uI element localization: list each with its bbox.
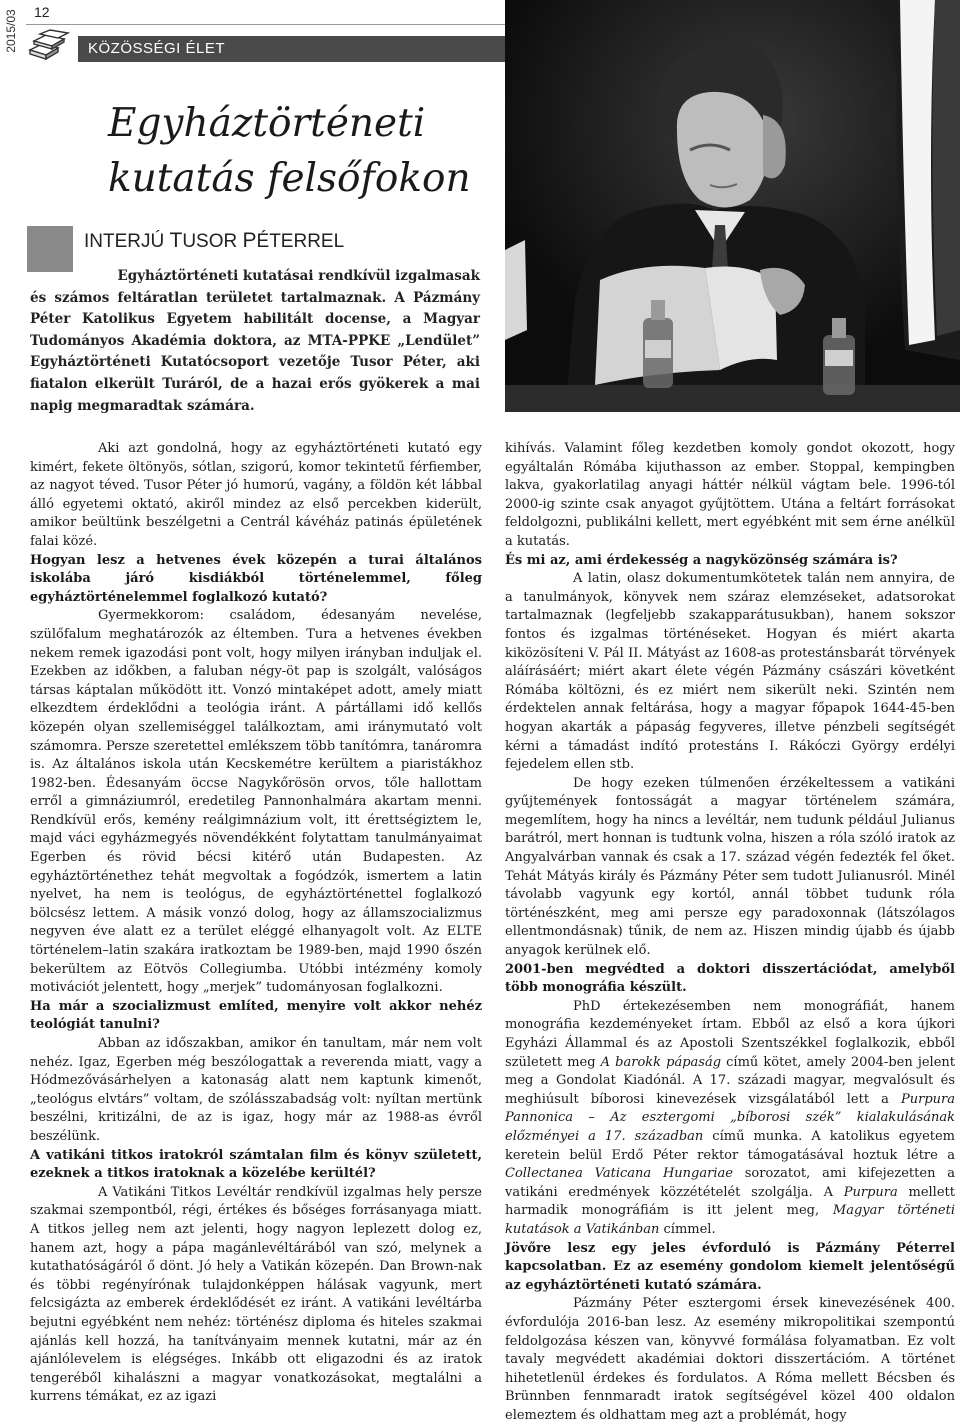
article-lead [30, 266, 480, 417]
issue-text: 2015/03 [4, 9, 18, 53]
title-line-1: Egyháztörténeti [108, 101, 426, 146]
answer-5-text-4: sorozatot, ami kifejezetten a vatikáni eredmények közzétételét szolgálja. A [505, 1166, 955, 1200]
interview-photo [505, 0, 960, 412]
lead-first-line: Egyháztörténeti kutatásai rendkívül izgalmasak [117, 268, 480, 284]
answer-5-text-6: címmel. [659, 1221, 716, 1237]
answer-5-text-3: című munka. A katolikus egyetem keretein belül Erdő Péter rektor támogatásával hoztuk létre a [505, 1128, 956, 1163]
page-number: 12 [34, 4, 50, 20]
question-3: A vatikáni titkos iratokról számtalan film és könyv született, ezeknek a titkos iratoknak a közelébe kerültél? [30, 1147, 482, 1182]
subhead-name-1: USOR [182, 231, 243, 252]
answer-5-text-1: PhD értekezésemben nem monográfiát, hanem monográfia kezdeményeket írtam. Ebből az első a kora újkori Egyházi Állammal és az Apostoli Szentszékkel foglalkozik, ebből született meg [505, 998, 955, 1070]
question-1: Hogyan lesz a hetvenes évek közepén a turai általános iskolába járó kisdiákból történelemmel, főleg egyháztörténelemmel foglalkozó kutató? [30, 552, 482, 605]
question-2: Ha már a szocializmust említed, menyire volt akkor nehéz teológiát tanulni? [30, 998, 482, 1033]
answer-3: A Vatikáni Titkos Levéltár rendkívül izgalmas hely persze szakmai szempontból, régi, értékes és bőséges forrásanyaga miatt. A titkos jelleg nem azt jelenti, hogy nagyon leplezett dolog ez, hanem azt, hogy a pápa magánlevéltárából van szó, melynek a kutathatóságáról ő dönt. Jó hely a Vatikán közepén. Dan Brown-nak és többi regényírónak tulajdonképpen hálásak vagyunk, mert felcsigázta az emberek érdeklődését ez iránt. A vatikáni levéltárba bejutni egyébként nem nehéz: történész diploma és hiteles szakmai ajánlás kell hozzá, ha tanítványaim mennek kutatni, már az én ajánlólevelem is elégséges. Inkább ott eligazodni és az iratok tengeréből kihalászni a magyar vonatkozásokat, megtalálni a kurrens témákat, ez az igazi [30, 1184, 482, 1405]
subhead-initial-p: P [242, 229, 257, 252]
book-title-3: Collectanea Vaticana Hungariae [505, 1166, 733, 1182]
question-5: 2001-ben megvédted a doktori disszertációdat, amelyből több monográfia készült. [505, 961, 955, 996]
answer-5 [505, 998, 955, 1240]
book-title-2: Purpura Pannonica – Az esztergomi „bíborosi szék” kialakulásának előzményei a 17. században [505, 1091, 955, 1144]
section-title: KÖZÖSSÉGI ÉLET [88, 40, 226, 57]
answer-4b: De hogy ezeken túlmenően érzékeltessem a vatikáni gyűjtemények fontosságát a magyar történelem számára, megemlítem, hogy ha nincs a levéltár, nem tudunk például Julianus barátról, mert honnan is tudtunk volna, hiszen a róla szóló iratok az Angyalvárban vannak és csak a 17. század végén fedezték fel őket. Tehát Mátyás király és Pázmány Péter sem tudott Julianusról. Minél távolabb vagyunk egy kortól, annál többet tudunk róla történészként, meg ami persze egy paradoxonnak (látszólagos ellentmondásnak) tűnik, de nem az. Hiszen mindig újabb és újabb anyagok kerülnek elő. [505, 775, 955, 959]
subhead-initial-t: T [169, 229, 183, 252]
books-logo-icon [28, 28, 72, 62]
book-title-1: A barokk pápaság [600, 1054, 722, 1070]
answer-6: Pázmány Péter esztergomi érsek kinevezésének 400. évfordulója 2016-ban lesz. Az esemény mikropolitikai szempontú feldolgozása készen van, könyvvé formálása folyamatban. Ez volt tavaly megvédett akadémiai doktori disszertációm. A történet hihetetlenül érdekes és fordulatos. A Róma mellett Bécsben és Brünnben fennmaradt iratok segítségével közel 400 oldalon elemeztem és oldhattam meg azt a problémát, hogy [505, 1296, 955, 1423]
question-4: És mi az, ami érdekesség a nagyközönség számára is? [505, 552, 898, 568]
answer-5-text-2: című kötet, amely 2004-ben jelent meg a Gondolat Kiadónál. A 17. századi magyar, megvalósult és meghiúsult bíborosi kinevezések vizsgálatából lett a [505, 1054, 955, 1107]
answer-2: Abban az időszakban, amikor én tanultam, már nem volt nehéz. Igaz, Egerben még beszólogattak a reverenda miatt, vagy a Hódmezővásárhelyen a katonaság alatt nem kaptunk kimenőt, „teológus elvtárs” voltam, de szólásszabadság volt: nyíltan mertünk beszélni, kritizálni, de az is igaz, hogy már az 1988-as évről beszélünk. [30, 1036, 482, 1144]
right-column [505, 440, 955, 1425]
subhead-prefix: INTERJÚ [84, 231, 170, 252]
lead-rest: és számos feltáratlan területet tartalmaznak. A Pázmány Péter Katolikus Egyetem habilitált docense, a Magyar Tudományos Akadémia doktora, az MTA-PPKE „Lendület” Egyháztörténeti Kutatócsoport vezetője Tusor Péter, aki fiatalon elkerült Turáról, de a hazai erős gyökerek a mai napig megmaradtak számára. [30, 289, 480, 414]
article-title [108, 96, 508, 206]
answer-4a: A latin, olasz dokumentumkötetek talán nem annyira, de a tanulmányok, könyvek nem száraz elemzéseket, adatsorokat tartalmaznak (legfeljebb szakapparátusukban), hanem sokszor fontos és izgalmas történéseket. Hogyan és miért akarta kiközösíteni V. Pál II. Mátyást az 1608-as protestánsbarát törvények aláírásáért; miért akart élete végén Pázmány császári követként Rómába költözni, és ez miért nem sikerült neki. Szintén nem érdektelen annak feltárása, hogy a magyar főpapok 1644-45-ben hogyan akarták a pápaság fegyveres, illetve pénzbeli segítségét kérni a támadást indító protestáns I. Rákóczi György erdélyi fejedelem ellen stb. [505, 571, 955, 773]
answer-3-continued: kihívás. Valamint főleg kezdetben komoly gondot okozott, hogy egyáltalán Rómába kijuthasson az ember. Stoppal, kempingben lakva, gyakorlatilag anyagi háttér nélkül vágtam bele. 1996-tól 2000-ig szinte csak anyagot gyűjtöttem. Utána a feltárt forrásokat feldolgozni, publikálni kellett, mert egyébként mit sem érne anélkül a kutatás. [505, 441, 955, 549]
answer-5-text-5: mellett harmadik monográfiám is itt jelent meg, [505, 1184, 955, 1219]
paragraph-intro: Aki azt gondolná, hogy az egyháztörténeti kutató egy kimért, fekete öltönyös, sótlan, szigorú, komor tekintetű férfiember, az nagyot téved. Tusor Péter jó humorú, vagány, a földön két lábbal álló egyetemi oktató, akiről mindez az első percekben kiderült, amikor beültünk beszélgetni a Centrál kávéház patinás épületének falai közé. [30, 441, 482, 549]
book-title-5: Magyar történeti kutatások a Vatikánban [505, 1203, 955, 1237]
title-line-2: kutatás felsőfokon [108, 156, 471, 201]
book-title-4: Purpura [843, 1184, 898, 1200]
answer-1: Gyermekkorom: családom, édesanyám nevelése, szülőfalum meghatározók az éltemben. Tura a hetvenes években nekem remek igazodási pont volt, hogy milyen irányban induljak el. Ezekben az időkben, a faluban négy-öt pap is szolgált, valóságos társas káptalan működött itt. Vonzó mintaképet adott, amely miatt elkezdtem érdeklődni a teológia iránt. A pártállami idő kellős közepén olyan szellemiséggel találkoztam, ami iránymutató volt számomra. Persze szeretettel emlékszem több tanítómra, tanáromra is. Az általános iskola után Kecskemétre kerültem a piaristákhoz 1982-ben. Édesanyám öccse Nagykőrösön orvos, tőle hallottam erről a gimnáziumról, eredetileg Pannonhalmára akartam menni. Rendkívül erős, kemény reálgimnázium volt, itt érettségiztem le, majd váci egyházmegyés növendékként folytattam tanulmányaimat Egerben és rövid bécsi kitérő után Budapesten. Az egyháztörténethez tehát megvoltak a fogódzók, ismertem a latin nyelvet, ha nem is teológus, de egyháztörténettel foglalkozó bölcsész lettem. A másik vonzó dolog, hogy az államszocializmus negyven éve alatt ez a terület eléggé elhanyagolt volt. Az ELTE történelem–latin szakára iratkoztam be 1989-ben, majd 1990 őszén bekerültem az Eötvös Collegiumba. Utóbbi intézmény komoly motivációt jelentett, hogy „merjek” tudományosan foglalkozni. [30, 608, 482, 996]
left-column [30, 440, 482, 1407]
subhead-name-2: ÉTERREL [256, 231, 345, 252]
question-6: Jövőre lesz egy jeles évforduló is Pázmány Péterrel kapcsolatban. Ez az esemény gondolom kiemelt jelentőségű az egyháztörténeti kutató számára. [505, 1240, 955, 1293]
interview-subhead [84, 229, 344, 253]
issue-label [0, 0, 22, 62]
